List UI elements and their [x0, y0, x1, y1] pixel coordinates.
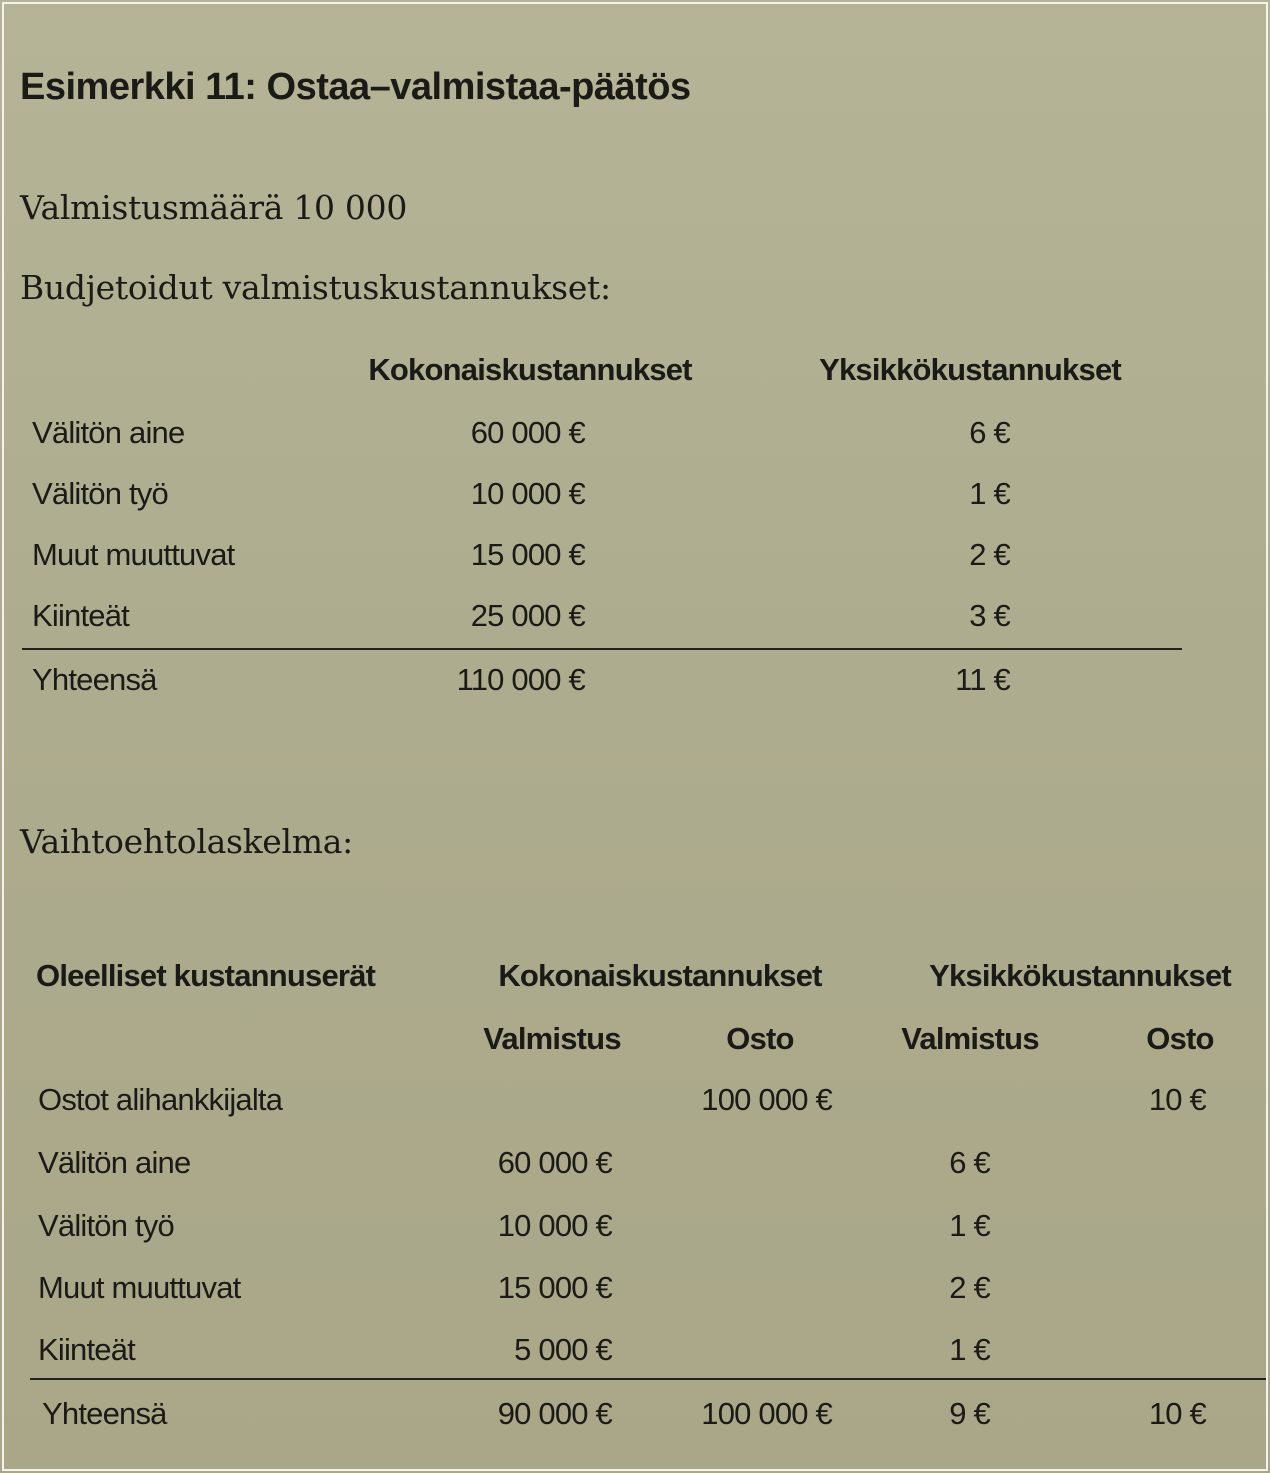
budget-header-unit: Yksikkökustannukset — [819, 352, 1121, 387]
total-unit-buy: 10 € — [1148, 1396, 1206, 1431]
row-total-make: 5 000 € — [514, 1332, 612, 1367]
row-label: Välitön työ — [38, 1208, 174, 1243]
alt-subheader-buy-total: Osto — [726, 1021, 794, 1056]
total-label: Yhteensä — [42, 1396, 167, 1431]
row-total-make: 10 000 € — [497, 1208, 612, 1243]
row-label: Ostot alihankkijalta — [38, 1082, 283, 1117]
alt-subheader-make-unit: Valmistus — [901, 1021, 1039, 1056]
total-buy: 100 000 € — [701, 1396, 832, 1431]
alt-header-total: Kokonaiskustannukset — [498, 958, 822, 993]
row-total-buy: 100 000 € — [701, 1082, 832, 1117]
row-label: Muut muuttuvat — [38, 1270, 241, 1305]
row-unit-make: 6 € — [949, 1145, 990, 1180]
alt-header-unit: Yksikkökustannukset — [929, 958, 1231, 993]
alt-subheader-buy-unit: Osto — [1146, 1021, 1214, 1056]
row-unit-make: 1 € — [949, 1208, 990, 1243]
row-label: Muut muuttuvat — [32, 537, 235, 572]
row-label: Kiinteät — [32, 598, 129, 633]
total-label: Yhteensä — [32, 662, 157, 697]
row-label: Kiinteät — [38, 1332, 135, 1367]
row-total: 60 000 € — [470, 415, 585, 450]
alt-header-items: Oleelliset kustannuserät — [36, 958, 376, 993]
row-unit: 1 € — [969, 476, 1010, 511]
total-make: 90 000 € — [497, 1396, 612, 1431]
budget-sum-rule — [22, 648, 1182, 650]
row-unit: 3 € — [969, 598, 1010, 633]
row-total: 10 000 € — [470, 476, 585, 511]
total-unit-make: 9 € — [949, 1396, 990, 1431]
budget-heading: Budjetoidut valmistuskustannukset: — [20, 268, 611, 307]
row-label: Välitön työ — [32, 476, 168, 511]
row-unit: 2 € — [969, 537, 1010, 572]
row-unit: 6 € — [969, 415, 1010, 450]
row-label: Välitön aine — [38, 1145, 191, 1180]
row-unit-make: 1 € — [949, 1332, 990, 1367]
alt-subheader-make-total: Valmistus — [483, 1021, 621, 1056]
total-sum: 110 000 € — [456, 662, 585, 697]
alt-sum-rule — [30, 1378, 1266, 1380]
row-total: 15 000 € — [470, 537, 585, 572]
example-title: Esimerkki 11: Ostaa–valmistaa-päätös — [20, 66, 691, 108]
total-unit: 11 € — [955, 662, 1010, 697]
production-volume: Valmistusmäärä 10 000 — [20, 188, 408, 227]
budget-header-total: Kokonaiskustannukset — [368, 352, 692, 387]
alternative-heading: Vaihtoehtolaskelma: — [20, 822, 353, 861]
row-label: Välitön aine — [32, 415, 185, 450]
row-unit-make: 2 € — [949, 1270, 990, 1305]
row-unit-buy: 10 € — [1148, 1082, 1206, 1117]
row-total-make: 60 000 € — [497, 1145, 612, 1180]
row-total: 25 000 € — [470, 598, 585, 633]
row-total-make: 15 000 € — [497, 1270, 612, 1305]
